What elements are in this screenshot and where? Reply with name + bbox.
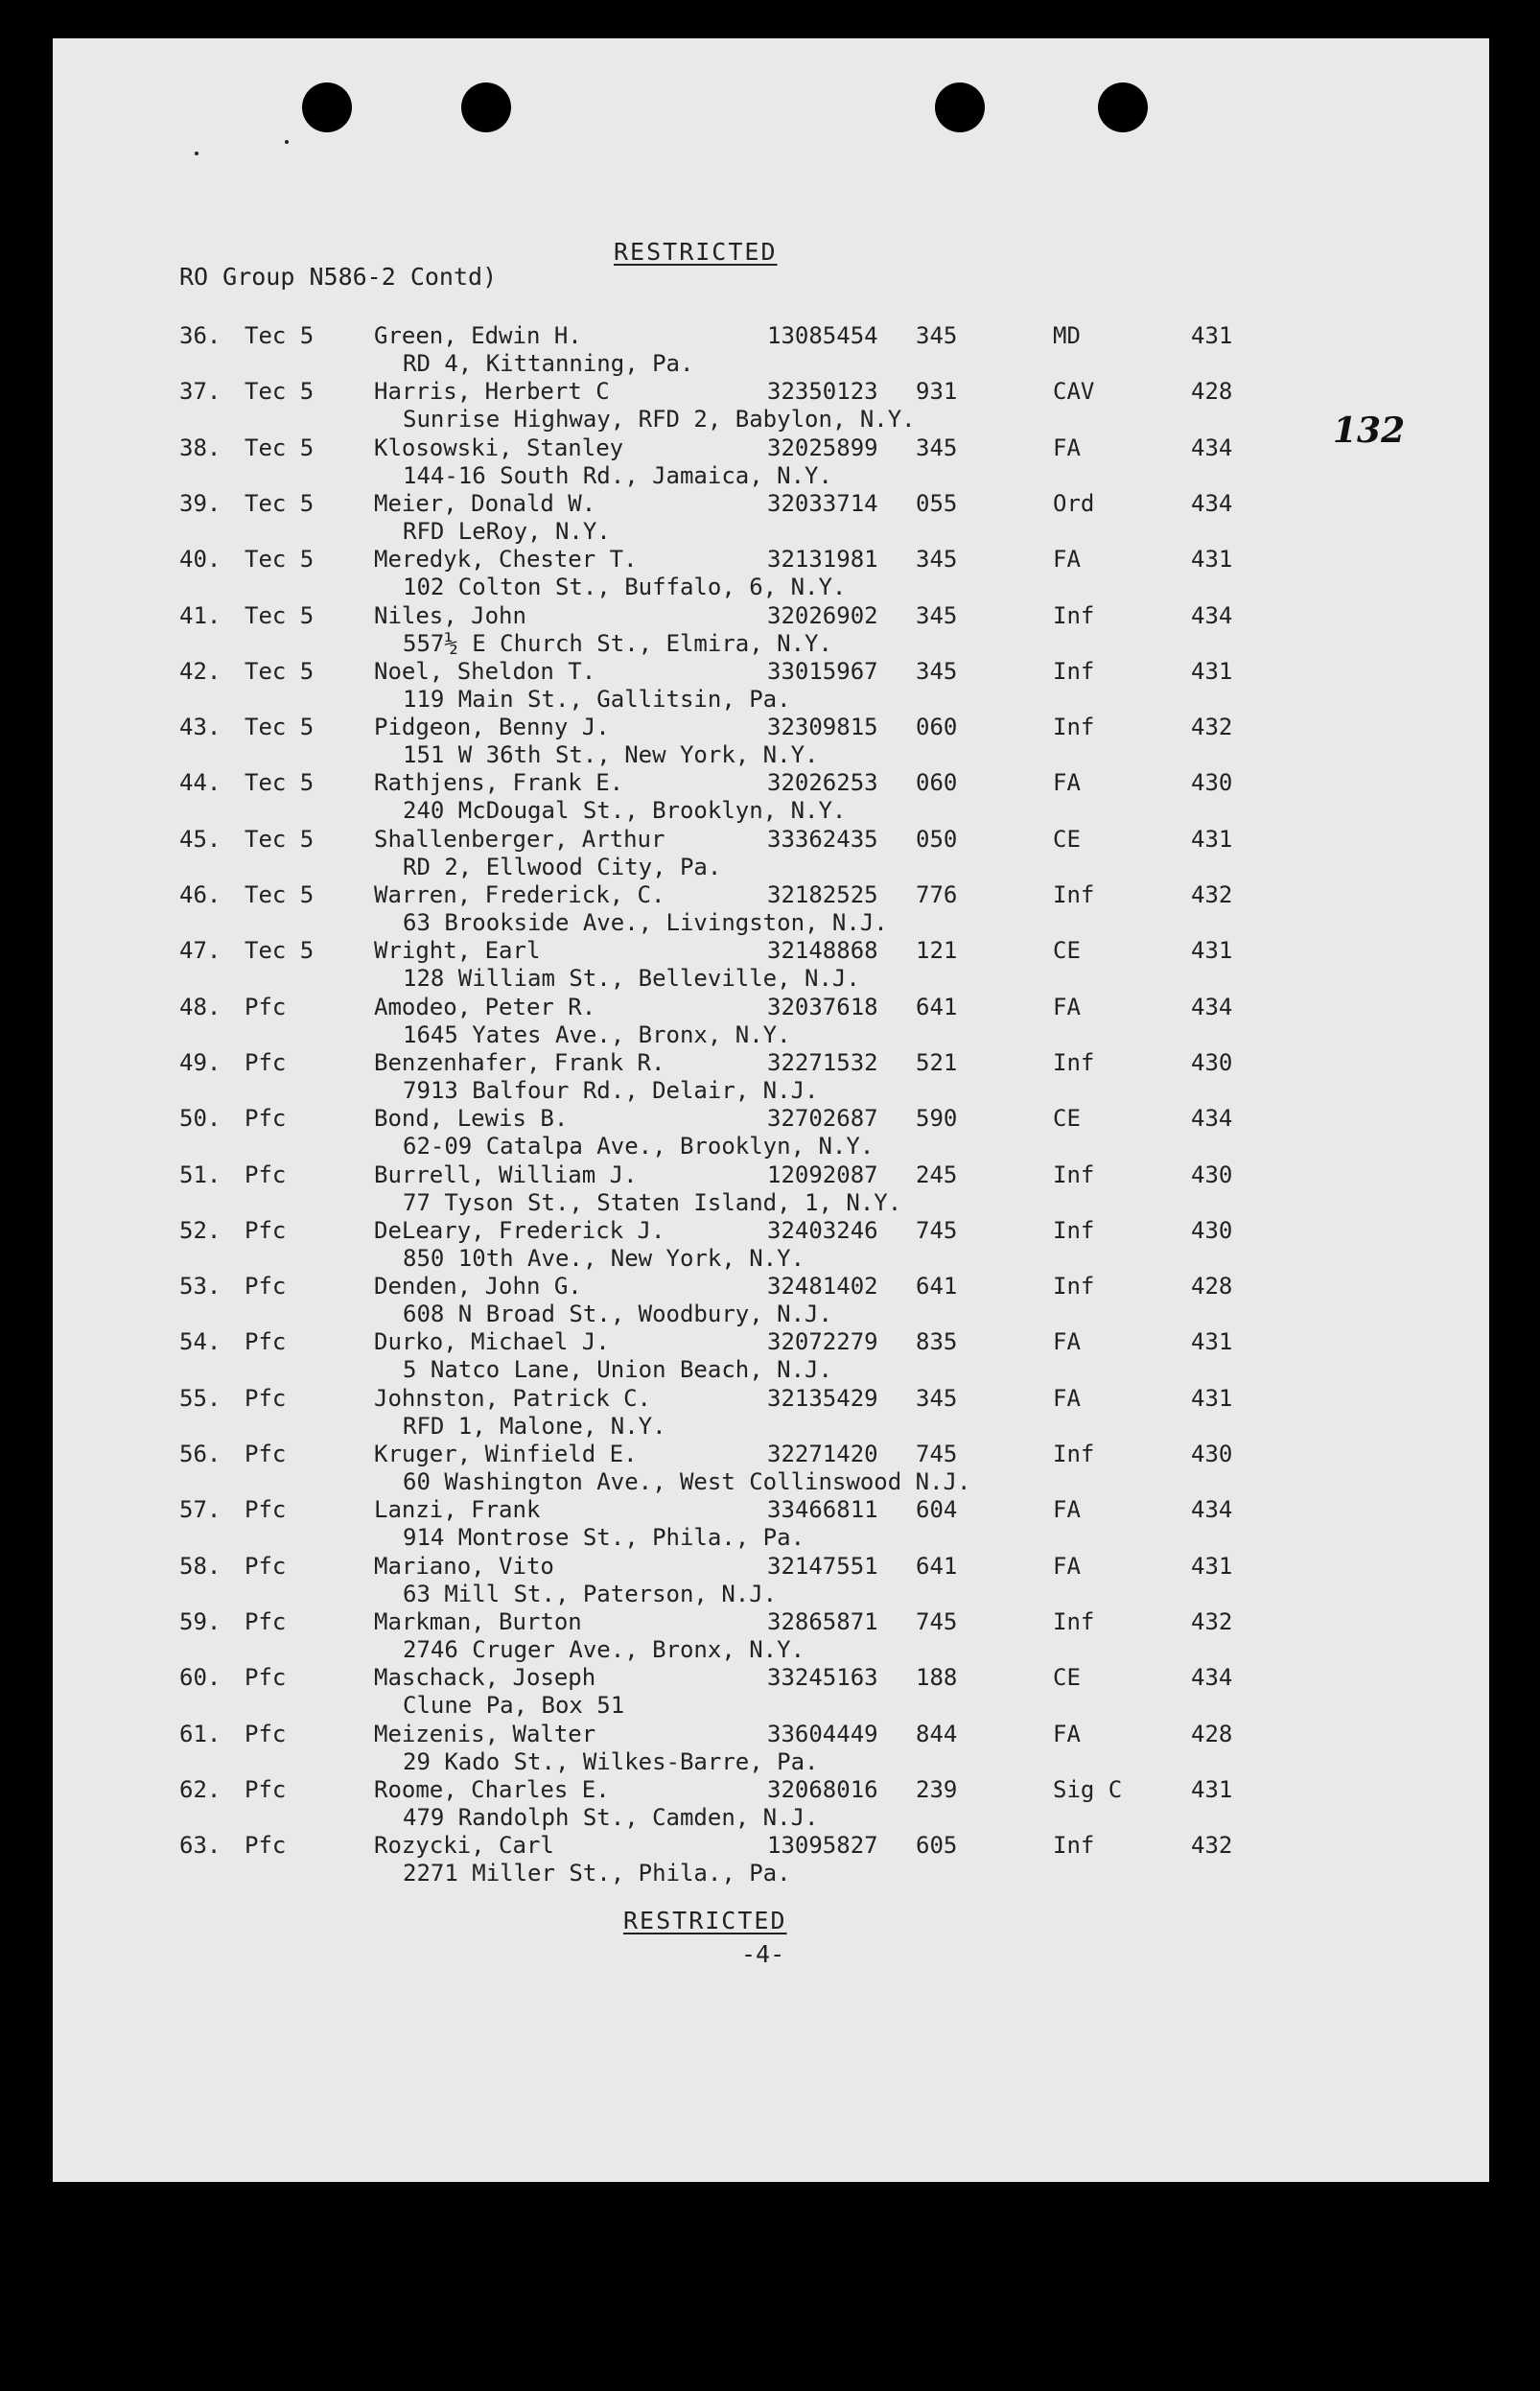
entry-mos: 604 — [916, 1496, 958, 1524]
entry-code: 431 — [1191, 546, 1233, 574]
entry-serial: 33245163 — [767, 1664, 878, 1692]
roster-entry — [53, 1161, 1489, 1217]
entry-serial: 32026253 — [767, 769, 878, 797]
entry-mos: 844 — [916, 1720, 958, 1747]
entry-code: 432 — [1191, 881, 1233, 908]
entry-num: 44. — [179, 769, 222, 797]
roster-entry — [53, 490, 1489, 546]
entry-mos: 060 — [916, 769, 958, 797]
entry-name: Meizenis, Walter — [374, 1720, 596, 1747]
entry-grade: Pfc — [245, 1160, 287, 1188]
classification-bottom: RESTRICTED — [623, 1907, 787, 1934]
entry-mos: 641 — [916, 1273, 958, 1301]
entry-grade: Tec 5 — [245, 769, 315, 797]
entry-name: Benzenhafer, Frank R. — [374, 1048, 665, 1076]
entry-grade: Pfc — [245, 1720, 287, 1747]
entry-arm: Inf — [1053, 1832, 1095, 1860]
entry-name: Johnston, Patrick C. — [374, 1384, 651, 1412]
entry-num: 49. — [179, 1048, 222, 1076]
entry-serial: 32350123 — [767, 378, 878, 406]
entry-mos: 345 — [916, 322, 958, 349]
entry-mos: 931 — [916, 378, 958, 406]
entry-arm: Inf — [1053, 601, 1095, 629]
roster-entry — [53, 1217, 1489, 1273]
entry-name: Markman, Burton — [374, 1607, 582, 1635]
entry-num: 51. — [179, 1160, 222, 1188]
entry-address: 29 Kado St., Wilkes-Barre, Pa. — [403, 1747, 819, 1775]
roster-entry — [53, 1273, 1489, 1328]
entry-arm: CE — [1053, 1105, 1081, 1133]
entry-serial: 32147551 — [767, 1552, 878, 1580]
entry-address: RFD 1, Malone, N.Y. — [403, 1412, 666, 1440]
entry-code: 430 — [1191, 1216, 1233, 1244]
entry-arm: FA — [1053, 769, 1081, 797]
entry-name: Amodeo, Peter R. — [374, 993, 596, 1020]
entry-arm: Inf — [1053, 1441, 1095, 1467]
entry-address: 144-16 South Rd., Jamaica, N.Y. — [403, 461, 832, 489]
entry-code: 434 — [1191, 1664, 1233, 1692]
entry-num: 39. — [179, 489, 222, 517]
entry-num: 38. — [179, 434, 222, 461]
entry-arm: Inf — [1053, 1160, 1095, 1188]
entry-mos: 521 — [916, 1048, 958, 1076]
entry-serial: 32033714 — [767, 489, 878, 517]
entry-name: DeLeary, Frederick J. — [374, 1216, 665, 1244]
document-page — [53, 38, 1489, 2182]
entry-arm: Inf — [1053, 881, 1095, 908]
roster-entry — [53, 1049, 1489, 1105]
entry-code: 432 — [1191, 1607, 1233, 1635]
entry-num: 60. — [179, 1664, 222, 1692]
entry-num: 56. — [179, 1441, 222, 1467]
entry-name: Noel, Sheldon T. — [374, 657, 596, 685]
roster-entry — [53, 1832, 1489, 1887]
entry-serial: 33015967 — [767, 657, 878, 685]
entry-mos: 245 — [916, 1160, 958, 1188]
entry-name: Denden, John G. — [374, 1273, 582, 1301]
entry-mos: 055 — [916, 489, 958, 517]
entry-address: 7913 Balfour Rd., Delair, N.J. — [403, 1076, 819, 1104]
dust-speck — [285, 140, 289, 144]
entry-serial: 13085454 — [767, 322, 878, 349]
entry-address: 102 Colton St., Buffalo, 6, N.Y. — [403, 574, 847, 601]
entry-grade: Pfc — [245, 1273, 287, 1301]
roster-entry — [53, 434, 1489, 490]
roster-entry — [53, 1496, 1489, 1552]
roster-entry — [53, 1105, 1489, 1160]
entry-grade: Pfc — [245, 1328, 287, 1356]
entry-num: 52. — [179, 1216, 222, 1244]
entry-code: 434 — [1191, 434, 1233, 461]
entry-serial: 32271420 — [767, 1441, 878, 1467]
roster-entry — [53, 937, 1489, 993]
roster-entry — [53, 1776, 1489, 1832]
entry-code: 430 — [1191, 1441, 1233, 1467]
roster-entry — [53, 1328, 1489, 1384]
entry-grade: Pfc — [245, 1048, 287, 1076]
page-stamp: 132 — [1333, 410, 1406, 451]
entry-serial: 32025899 — [767, 434, 878, 461]
roster-entry — [53, 378, 1489, 434]
entry-code: 434 — [1191, 1496, 1233, 1524]
entry-name: Klosowski, Stanley — [374, 434, 624, 461]
entry-name: Maschack, Joseph — [374, 1664, 596, 1692]
entry-mos: 605 — [916, 1832, 958, 1860]
entry-name: Lanzi, Frank — [374, 1496, 541, 1524]
punch-hole — [1098, 82, 1148, 132]
entry-arm: CE — [1053, 937, 1081, 965]
entry-serial: 32309815 — [767, 714, 878, 741]
entry-num: 59. — [179, 1607, 222, 1635]
entry-address: 914 Montrose St., Phila., Pa. — [403, 1524, 805, 1552]
entry-address: 151 W 36th St., New York, N.Y. — [403, 741, 819, 769]
entry-grade: Tec 5 — [245, 378, 315, 406]
entry-num: 53. — [179, 1273, 222, 1301]
entry-serial: 33466811 — [767, 1496, 878, 1524]
entry-mos: 745 — [916, 1441, 958, 1467]
entry-address: 850 10th Ave., New York, N.Y. — [403, 1244, 805, 1272]
entry-mos: 060 — [916, 714, 958, 741]
entry-mos: 590 — [916, 1105, 958, 1133]
entry-address: Sunrise Highway, RFD 2, Babylon, N.Y. — [403, 406, 916, 434]
entry-serial: 32068016 — [767, 1775, 878, 1803]
entry-num: 41. — [179, 601, 222, 629]
roster-entry — [53, 826, 1489, 881]
entry-num: 62. — [179, 1775, 222, 1803]
roster-entry — [53, 602, 1489, 658]
entry-name: Niles, John — [374, 601, 526, 629]
entry-name: Shallenberger, Arthur — [374, 825, 665, 853]
entry-address: RFD LeRoy, N.Y. — [403, 517, 611, 545]
entry-arm: MD — [1053, 322, 1081, 349]
entry-address: 60 Washington Ave., West Collinswood N.J. — [403, 1468, 971, 1495]
entry-arm: CE — [1053, 825, 1081, 853]
entry-arm: Inf — [1053, 1048, 1095, 1076]
entry-code: 431 — [1191, 657, 1233, 685]
entry-mos: 641 — [916, 993, 958, 1020]
roster-entry — [53, 546, 1489, 601]
entry-address: RD 4, Kittanning, Pa. — [403, 350, 694, 377]
entry-num: 54. — [179, 1328, 222, 1356]
entry-address: 5 Natco Lane, Union Beach, N.J. — [403, 1356, 832, 1384]
entry-num: 63. — [179, 1832, 222, 1860]
roster-entry — [53, 714, 1489, 769]
entry-arm: FA — [1053, 434, 1081, 461]
entry-serial: 32131981 — [767, 546, 878, 574]
entry-code: 434 — [1191, 1105, 1233, 1133]
punch-hole — [461, 82, 511, 132]
entry-code: 431 — [1191, 1328, 1233, 1356]
entry-grade: Tec 5 — [245, 322, 315, 349]
entry-code: 434 — [1191, 489, 1233, 517]
entry-mos: 345 — [916, 546, 958, 574]
entry-address: 240 McDougal St., Brooklyn, N.Y. — [403, 797, 847, 825]
entry-code: 428 — [1191, 378, 1233, 406]
entry-grade: Tec 5 — [245, 881, 315, 908]
entry-address: Clune Pa, Box 51 — [403, 1692, 625, 1720]
entry-mos: 121 — [916, 937, 958, 965]
entry-mos: 345 — [916, 601, 958, 629]
entry-address: 557½ E Church St., Elmira, N.Y. — [403, 629, 832, 657]
entry-code: 431 — [1191, 322, 1233, 349]
entry-name: Harris, Herbert C — [374, 378, 610, 406]
roster-entry — [53, 1553, 1489, 1608]
entry-serial: 32037618 — [767, 993, 878, 1020]
entry-arm: CE — [1053, 1664, 1081, 1692]
entry-mos: 776 — [916, 881, 958, 908]
entry-grade: Tec 5 — [245, 937, 315, 965]
entry-grade: Pfc — [245, 1216, 287, 1244]
entry-num: 45. — [179, 825, 222, 853]
entry-num: 42. — [179, 657, 222, 685]
entry-mos: 345 — [916, 434, 958, 461]
entry-mos: 641 — [916, 1552, 958, 1580]
entry-grade: Tec 5 — [245, 657, 315, 685]
roster-entry — [53, 994, 1489, 1049]
entry-grade: Tec 5 — [245, 546, 315, 574]
entry-num: 61. — [179, 1720, 222, 1747]
roster-entry — [53, 1664, 1489, 1720]
entry-serial: 12092087 — [767, 1160, 878, 1188]
entry-arm: Inf — [1053, 1273, 1095, 1301]
entry-name: Wright, Earl — [374, 937, 541, 965]
entry-mos: 345 — [916, 1384, 958, 1412]
entry-address: 2271 Miller St., Phila., Pa. — [403, 1860, 791, 1887]
entry-address: 479 Randolph St., Camden, N.J. — [403, 1803, 819, 1831]
entry-name: Bond, Lewis B. — [374, 1105, 569, 1133]
entry-mos: 345 — [916, 657, 958, 685]
classification-top: RESTRICTED — [614, 238, 778, 266]
entry-arm: FA — [1053, 1384, 1081, 1412]
entry-code: 430 — [1191, 769, 1233, 797]
roster-entry — [53, 1385, 1489, 1441]
entry-num: 40. — [179, 546, 222, 574]
entry-address: 62-09 Catalpa Ave., Brooklyn, N.Y. — [403, 1133, 875, 1160]
entry-name: Burrell, William J. — [374, 1160, 638, 1188]
entry-num: 50. — [179, 1105, 222, 1133]
entry-name: Rozycki, Carl — [374, 1832, 554, 1860]
entry-grade: Pfc — [245, 1664, 287, 1692]
entry-address: RD 2, Ellwood City, Pa. — [403, 853, 722, 880]
entry-num: 55. — [179, 1384, 222, 1412]
roster-entry — [53, 658, 1489, 714]
entry-name: Roome, Charles E. — [374, 1775, 610, 1803]
entry-grade: Tec 5 — [245, 825, 315, 853]
entry-code: 428 — [1191, 1720, 1233, 1747]
entry-num: 46. — [179, 881, 222, 908]
entry-serial: 32702687 — [767, 1105, 878, 1133]
entry-serial: 32026902 — [767, 601, 878, 629]
entry-mos: 050 — [916, 825, 958, 853]
entry-address: 128 William St., Belleville, N.J. — [403, 965, 860, 993]
entry-mos: 239 — [916, 1775, 958, 1803]
entry-serial: 32865871 — [767, 1607, 878, 1635]
entry-mos: 835 — [916, 1328, 958, 1356]
entry-num: 47. — [179, 937, 222, 965]
entry-num: 58. — [179, 1552, 222, 1580]
entry-code: 431 — [1191, 937, 1233, 965]
entry-grade: Tec 5 — [245, 714, 315, 741]
entry-code: 434 — [1191, 993, 1233, 1020]
entry-num: 37. — [179, 378, 222, 406]
entry-serial: 32135429 — [767, 1384, 878, 1412]
entry-serial: 33604449 — [767, 1720, 878, 1747]
entry-grade: Tec 5 — [245, 489, 315, 517]
entry-mos: 745 — [916, 1216, 958, 1244]
entry-name: Rathjens, Frank E. — [374, 769, 624, 797]
entry-mos: 188 — [916, 1664, 958, 1692]
entry-address: 119 Main St., Gallitsin, Pa. — [403, 685, 791, 713]
punch-hole — [302, 82, 352, 132]
entry-serial: 32148868 — [767, 937, 878, 965]
entry-mos: 745 — [916, 1607, 958, 1635]
roster-entry — [53, 881, 1489, 937]
entry-arm: CAV — [1053, 378, 1095, 406]
entry-code: 432 — [1191, 1832, 1233, 1860]
entry-code: 431 — [1191, 825, 1233, 853]
entry-num: 43. — [179, 714, 222, 741]
entry-arm: FA — [1053, 1720, 1081, 1747]
entry-code: 431 — [1191, 1552, 1233, 1580]
entry-code: 430 — [1191, 1160, 1233, 1188]
entry-name: Warren, Frederick, C. — [374, 881, 665, 908]
entry-address: 2746 Cruger Ave., Bronx, N.Y. — [403, 1635, 805, 1663]
entry-grade: Pfc — [245, 1105, 287, 1133]
entry-grade: Pfc — [245, 1441, 287, 1467]
entry-grade: Pfc — [245, 1384, 287, 1412]
entry-serial: 33362435 — [767, 825, 878, 853]
entry-arm: FA — [1053, 993, 1081, 1020]
page-number: -4- — [741, 1940, 785, 1968]
entry-serial: 13095827 — [767, 1832, 878, 1860]
entry-code: 431 — [1191, 1384, 1233, 1412]
entry-arm: FA — [1053, 1496, 1081, 1524]
entry-name: Meredyk, Chester T. — [374, 546, 638, 574]
entry-num: 48. — [179, 993, 222, 1020]
entry-grade: Pfc — [245, 1552, 287, 1580]
entry-grade: Pfc — [245, 993, 287, 1020]
entry-arm: Sig C — [1053, 1775, 1123, 1803]
entry-code: 434 — [1191, 601, 1233, 629]
entry-address: 63 Brookside Ave., Livingston, N.J. — [403, 909, 888, 936]
entry-arm: Inf — [1053, 714, 1095, 741]
entry-code: 432 — [1191, 714, 1233, 741]
entry-address: 77 Tyson St., Staten Island, 1, N.Y. — [403, 1188, 902, 1216]
entry-serial: 32481402 — [767, 1273, 878, 1301]
entry-grade: Tec 5 — [245, 601, 315, 629]
entry-serial: 32072279 — [767, 1328, 878, 1356]
entry-address: 1645 Yates Ave., Bronx, N.Y. — [403, 1020, 791, 1048]
entry-arm: Ord — [1053, 489, 1095, 517]
entry-code: 428 — [1191, 1273, 1233, 1301]
roster-entry — [53, 1721, 1489, 1776]
entry-address: 63 Mill St., Paterson, N.J. — [403, 1580, 778, 1607]
entry-grade: Pfc — [245, 1832, 287, 1860]
entry-name: Pidgeon, Benny J. — [374, 714, 610, 741]
entry-code: 430 — [1191, 1048, 1233, 1076]
entry-grade: Tec 5 — [245, 434, 315, 461]
entry-arm: Inf — [1053, 657, 1095, 685]
group-header: RO Group N586-2 Contd) — [179, 263, 498, 291]
roster-entry — [53, 1608, 1489, 1664]
dust-speck — [195, 152, 198, 155]
entry-grade: Pfc — [245, 1607, 287, 1635]
entry-name: Meier, Donald W. — [374, 489, 596, 517]
entry-grade: Pfc — [245, 1496, 287, 1524]
entry-arm: FA — [1053, 1328, 1081, 1356]
entry-serial: 32271532 — [767, 1048, 878, 1076]
entry-serial: 32403246 — [767, 1216, 878, 1244]
entry-arm: FA — [1053, 1552, 1081, 1580]
roster-entry — [53, 1441, 1489, 1496]
entry-address: 608 N Broad St., Woodbury, N.J. — [403, 1301, 832, 1328]
entry-name: Mariano, Vito — [374, 1552, 554, 1580]
entry-num: 36. — [179, 322, 222, 349]
entry-name: Durko, Michael J. — [374, 1328, 610, 1356]
entry-num: 57. — [179, 1496, 222, 1524]
entry-name: Kruger, Winfield E. — [374, 1441, 638, 1467]
punch-hole — [935, 82, 985, 132]
roster-entry — [53, 322, 1489, 378]
entry-serial: 32182525 — [767, 881, 878, 908]
roster-entry — [53, 769, 1489, 825]
entry-arm: FA — [1053, 546, 1081, 574]
entry-arm: Inf — [1053, 1216, 1095, 1244]
entry-grade: Pfc — [245, 1775, 287, 1803]
entry-arm: Inf — [1053, 1607, 1095, 1635]
entry-code: 431 — [1191, 1775, 1233, 1803]
entry-name: Green, Edwin H. — [374, 322, 582, 349]
